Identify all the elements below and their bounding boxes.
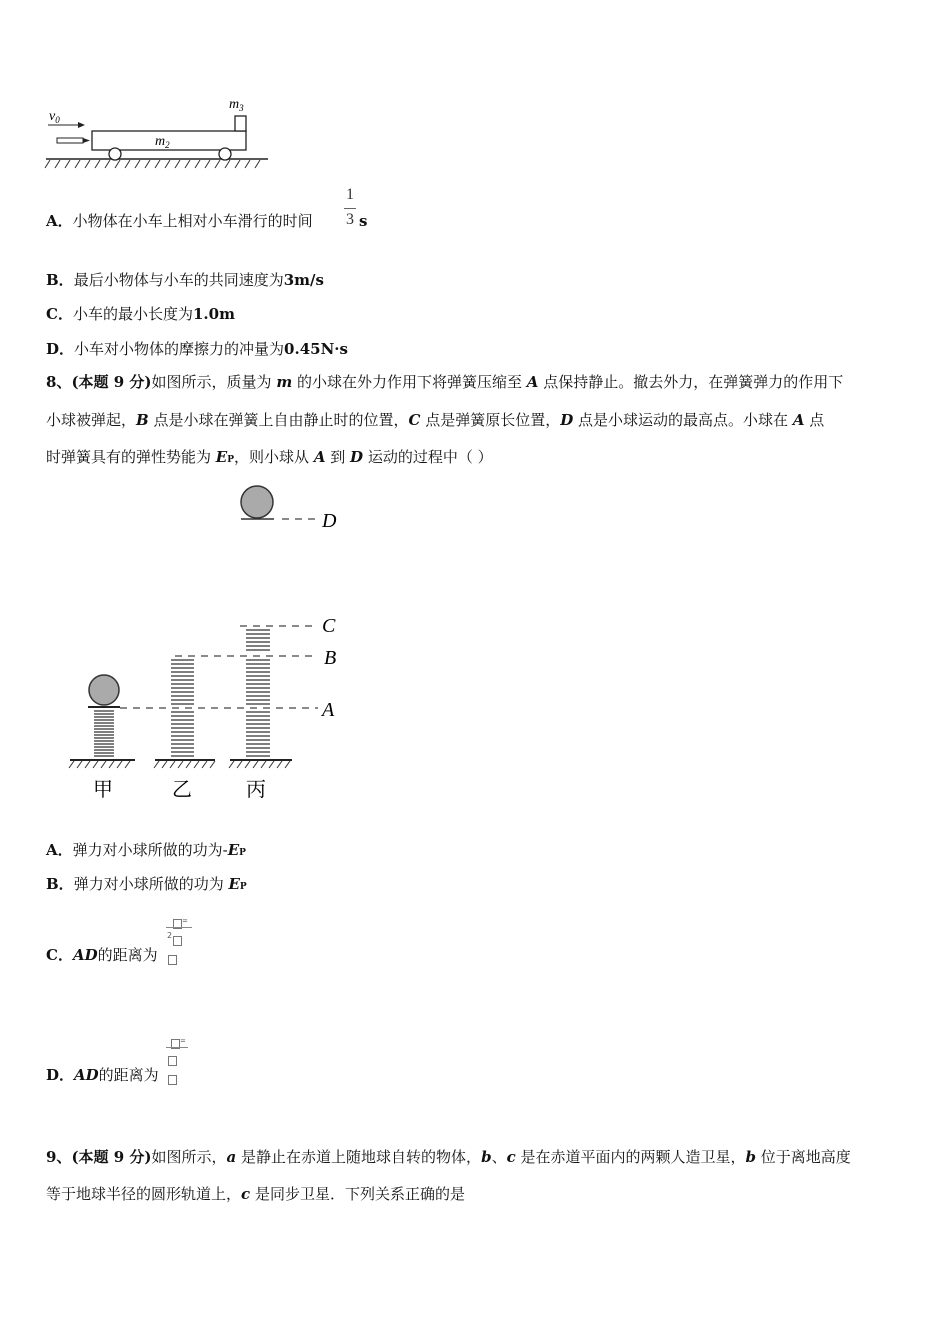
q7-frac-bar: [344, 208, 356, 209]
ball-at-d: [241, 486, 273, 518]
q8-option-d-formula: =: [166, 1034, 188, 1064]
q8-option-c: C．AD的距离为: [46, 946, 158, 964]
q7-unit: s: [359, 212, 368, 230]
label-d: D: [322, 510, 337, 532]
label-yi: 乙: [172, 779, 192, 801]
q8-stem-line2: 小球被弹起，B 点是小球在弹簧上自由静止时的位置，C 点是弹簧原长位置，D 点是小球运动的最高点。小球在 A 点: [46, 411, 825, 429]
label-c: C: [322, 615, 336, 637]
cart-wheel-right: [219, 148, 231, 160]
spring-figure: [60, 480, 360, 805]
projectile: [57, 138, 83, 143]
cart-figure: [40, 92, 275, 174]
label-bing: 丙: [246, 779, 266, 801]
q7-frac-num: 1: [346, 186, 354, 203]
label-b: B: [324, 647, 337, 669]
q7-frac-den: 3: [346, 211, 354, 228]
q8-option-d: D．AD的距离为: [46, 1066, 159, 1084]
block-m3: [235, 116, 246, 131]
q7-option-a: A．小物体在小车上相对小车滑行的时间: [46, 212, 313, 230]
q8-option-c-formula: = 2: [166, 914, 192, 944]
q9-stem-line2: 等于地球半径的圆形轨道上，c 是同步卫星．下列关系正确的是: [46, 1185, 465, 1203]
label-jia: 甲: [93, 779, 113, 801]
q8-stem-line3: 时弹簧具有的弹性势能为 EP，则小球从 A 到 D 运动的过程中（ ）: [46, 448, 493, 466]
ball-jia: [89, 675, 119, 705]
q8-option-a: A．弹力对小球所做的功为-EP: [46, 841, 246, 859]
m2-label: $m_2$: [155, 134, 170, 150]
label-a: A: [322, 699, 335, 721]
q7-option-d: D．小车对小物体的摩擦力的冲量为0.45N·s: [46, 340, 348, 358]
q7-option-b: B．最后小物体与小车的共同速度为3m/s: [46, 271, 324, 289]
q7-option-c: C．小车的最小长度为1.0m: [46, 305, 235, 323]
v0-label: $v_0$: [49, 109, 60, 125]
cart-wheel-left: [109, 148, 121, 160]
q8-stem-line1: 8、(本题 9 分)如图所示，质量为 m 的小球在外力作用下将弹簧压缩至 A 点保持静止。撤去外力，在弹簧弹力的作用下: [46, 373, 844, 391]
q8-option-b: B．弹力对小球所做的功为 EP: [46, 875, 247, 893]
q9-stem-line1: 9、(本题 9 分)如图所示，a 是静止在赤道上随地球自转的物体，b、c 是在赤道平面内的两颗人造卫星，b 位于离地高度: [46, 1148, 851, 1166]
m3-label: $m_3$: [229, 97, 244, 113]
